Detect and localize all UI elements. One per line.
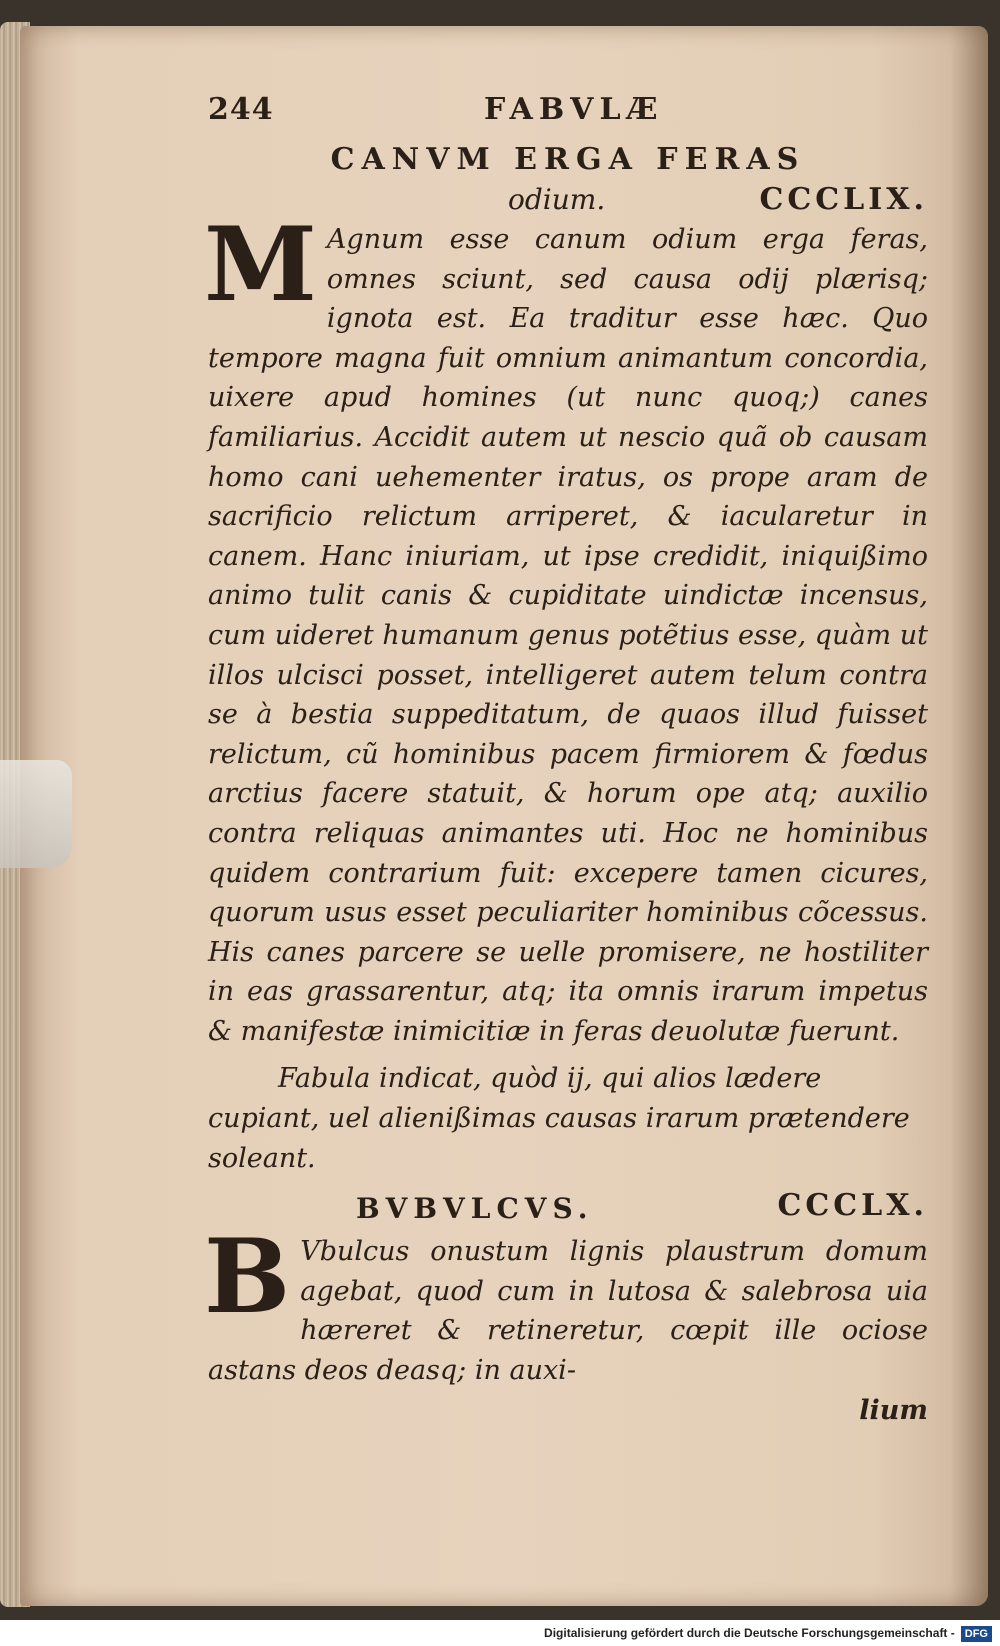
fable-heading-line2 <box>208 180 928 220</box>
text-block <box>204 92 928 1431</box>
catchword: lium <box>859 1394 928 1426</box>
fable2-heading-row <box>208 1188 928 1232</box>
dropcap: M <box>204 205 317 325</box>
footer-bar <box>0 1620 1000 1646</box>
fable2-body: Vbulcus onustum lignis plaustrum domum agebat, quod cum in lutosa & salebrosa uia hæreret & retineretur, cœpit ille ociose astans deos deasq; in auxi- <box>208 1236 928 1387</box>
page-clip-tab <box>0 760 72 868</box>
fable2-heading: BVBVLCVS. <box>356 1192 594 1226</box>
fable-body: Agnum esse canum odium erga feras, omnes sciunt, sed causa odij plærisq; ignota est. Ea traditur esse hæc. Quo tempore magna fuit omnium animantum concordia, uixere apud homines (ut nunc quoq;) canes familiarius. Accidit autem ut nescio quã ob causam homo cani uehementer iratus, os prope aram de sacrificio relictum arriperet, & iacularetur in canem. Hanc iniuriam, ut ipse credidit, iniquißimo animo tulit canis & cupiditate uindictæ incensus, cum uideret humanum genus potẽtius esse, quàm ut illos ulcisci posset, intelligeret autem telum contra se à bestia suppeditatum, de quaos illud fuisset relictum, cũ hominibus pacem firmiorem & fœdus arctius facere statuit, & horum ope atq; auxilio contra reliquas animantes uti. Hoc ne hominibus quidem contrarium fuit: excepere tamen cicures, quorum usus esset peculiariter hominibus cõcessus. His canes parcere se uelle promisere, ne hostiliter in eas grassarentur, atq; ita omnis irarum impetus & manifestæ inimicitiæ in feras deuolutæ fuerunt. <box>208 224 928 1047</box>
folio: 244 <box>208 92 274 127</box>
dropcap-b: B <box>204 1217 291 1338</box>
fable2-number: CCCLX. <box>777 1188 928 1224</box>
spine-shadow <box>950 26 988 1606</box>
fable-moral: Fabula indicat, quòd ij, qui alios lædere cupiant, uel alienißimas causas irarum prætendere soleant. <box>208 1063 910 1174</box>
fable-text <box>204 205 928 1051</box>
running-title: FABVLÆ <box>484 92 664 127</box>
fable-heading: CANVM ERGA FERAS <box>330 142 806 177</box>
fable-number: CCCLIX. <box>759 182 928 217</box>
running-head <box>208 92 928 136</box>
dfg-logo: DFG <box>961 1626 992 1642</box>
fable-heading-subtitle: odium. <box>508 183 606 216</box>
funding-credit: Digitalisierung gefördert durch die Deutsche Forschungsgemeinschaft - <box>544 1626 955 1640</box>
fable2-text <box>204 1217 928 1390</box>
